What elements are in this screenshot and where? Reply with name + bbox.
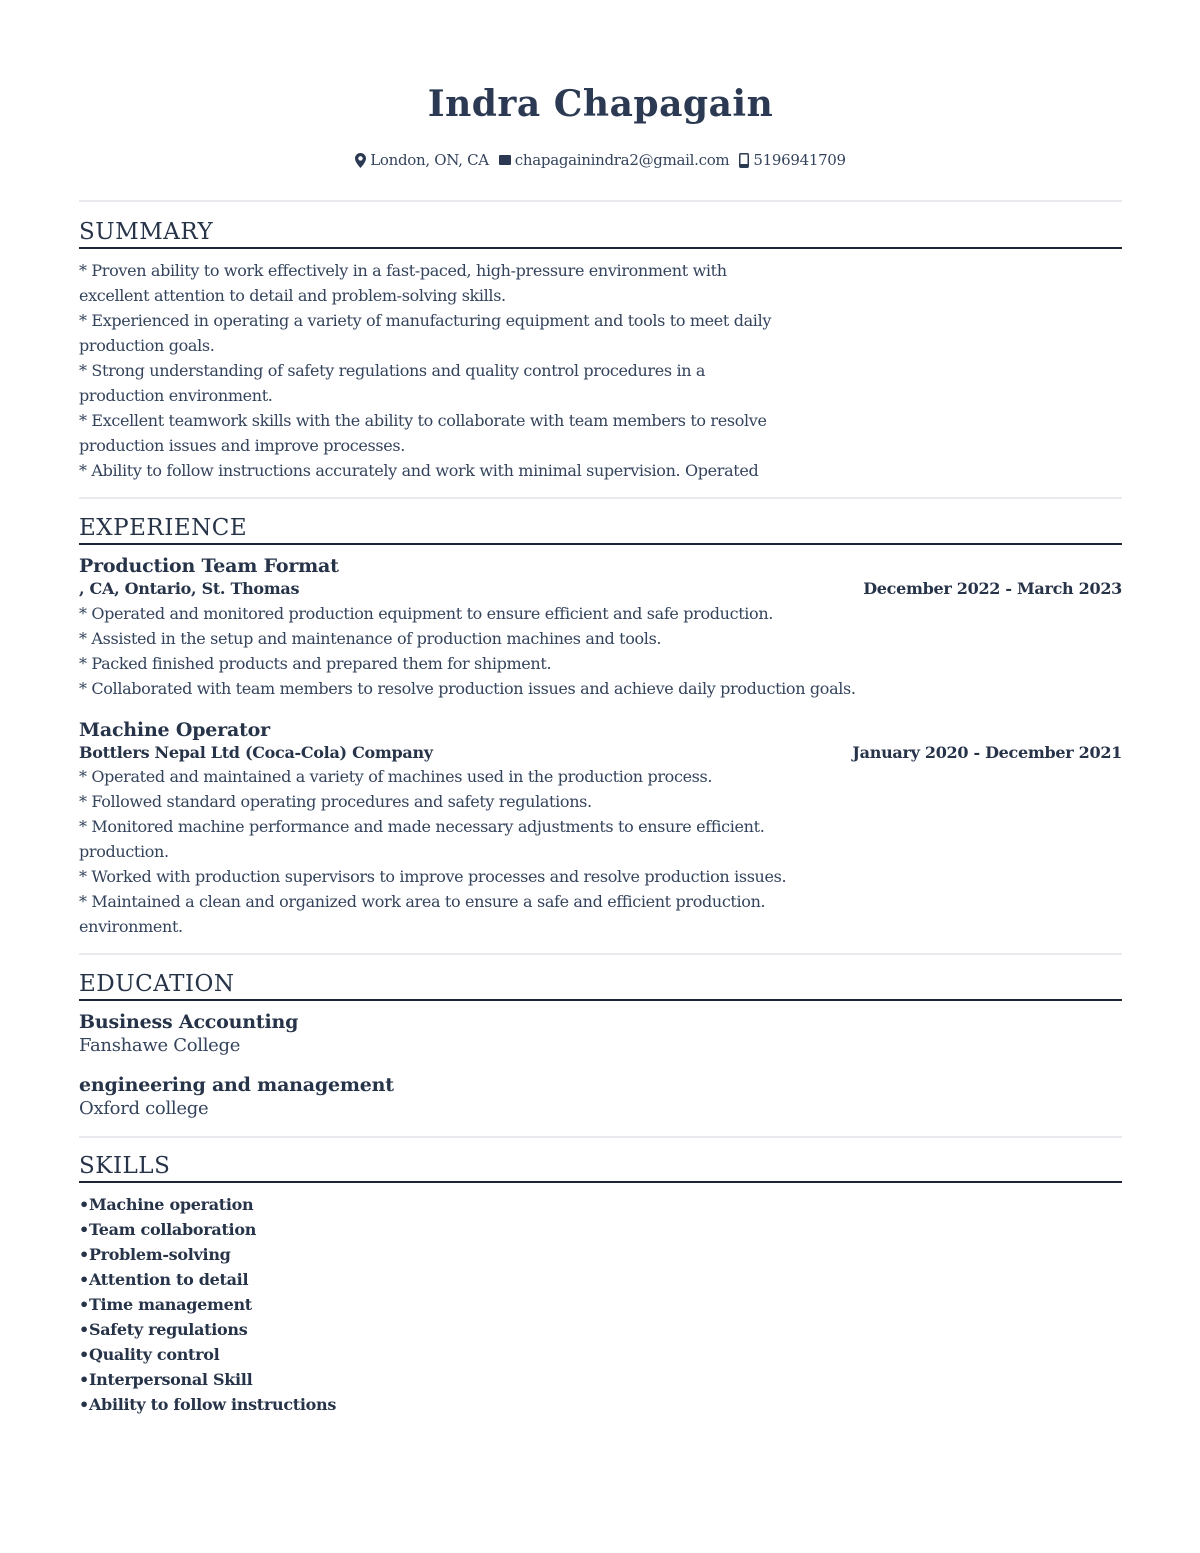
map-pin-icon [355, 153, 366, 168]
skill-item: • Machine operation [79, 1192, 336, 1217]
contact-phone[interactable] [739, 149, 845, 171]
skill-item: • Attention to detail [79, 1267, 336, 1292]
skill-item: • Interpersonal Skill [79, 1367, 336, 1392]
job-meta-row [79, 577, 1122, 601]
job-company: Bottlers Nepal Ltd (Coca-Cola) Company [79, 743, 433, 762]
skill-item: • Ability to follow instructions [79, 1392, 336, 1417]
skills-heading: SKILLS [79, 1151, 1122, 1183]
job-meta-row [79, 741, 1122, 765]
envelope-icon [499, 155, 511, 165]
candidate-name: Indra Chapagain [427, 83, 774, 125]
experience-heading: EXPERIENCE [79, 513, 1122, 545]
job-company: , CA, Ontario, St. Thomas [79, 579, 300, 598]
skill-item: • Time management [79, 1292, 336, 1317]
skill-item: • Quality control [79, 1342, 336, 1367]
email-text[interactable]: chapagainindra2@gmail.com [514, 151, 730, 169]
skill-item: • Problem-solving [79, 1242, 336, 1267]
contact-line [79, 149, 1122, 171]
job-dates: December 2022 - March 2023 [863, 579, 1122, 598]
phone-icon [739, 153, 749, 168]
education-school: Oxford college [79, 1098, 209, 1119]
phone-text[interactable]: 5196941709 [753, 151, 846, 169]
contact-location [355, 149, 489, 171]
education-degree: engineering and management [79, 1074, 394, 1096]
job-title: Machine Operator [79, 719, 270, 741]
skills-list [79, 1192, 336, 1417]
job-description: * Operated and maintained a variety of machines used in the production process. * Followed standard operating procedures and safety regulations. * Monitored machine performance and made necessary adjustments to ensure efficient. production. * Worked with production supervisors to improve processes and resolve production issues. * Maintained a clean and organized work area to ensure a safe and efficient production. environment. [79, 767, 787, 936]
contact-email[interactable] [499, 149, 730, 171]
divider [79, 953, 1122, 955]
education-heading: EDUCATION [79, 969, 1122, 1001]
job-title: Production Team Format [79, 555, 339, 577]
education-degree: Business Accounting [79, 1011, 299, 1033]
summary-text: * Proven ability to work effectively in a fast-paced, high-pressure environment with excellent attention to detail and problem-solving skills. * Experienced in operating a variety of manufacturing equipment and tools to meet daily production goals. * Strong understanding of safety regulations and quality control procedures in a production environment. * Excellent teamwork skills with the ability to collaborate with team members to resolve production issues and improve processes. * Ability to follow instructions accurately and work with minimal supervision. Operated [79, 261, 772, 480]
divider [79, 497, 1122, 499]
location-text: London, ON, CA [370, 151, 489, 169]
job-description: * Operated and monitored production equipment to ensure efficient and safe production. * Assisted in the setup and maintenance of production machines and tools. * Packed finished products and prepared them for shipment. * Collaborated with team members to resolve production issues and achieve daily production goals. [79, 604, 856, 698]
education-school: Fanshawe College [79, 1035, 241, 1056]
summary-heading: SUMMARY [79, 217, 1122, 249]
divider [79, 1136, 1122, 1138]
skill-item: • Team collaboration [79, 1217, 336, 1242]
skill-item: • Safety regulations [79, 1317, 336, 1342]
divider [79, 200, 1122, 202]
job-dates: January 2020 - December 2021 [852, 743, 1122, 762]
